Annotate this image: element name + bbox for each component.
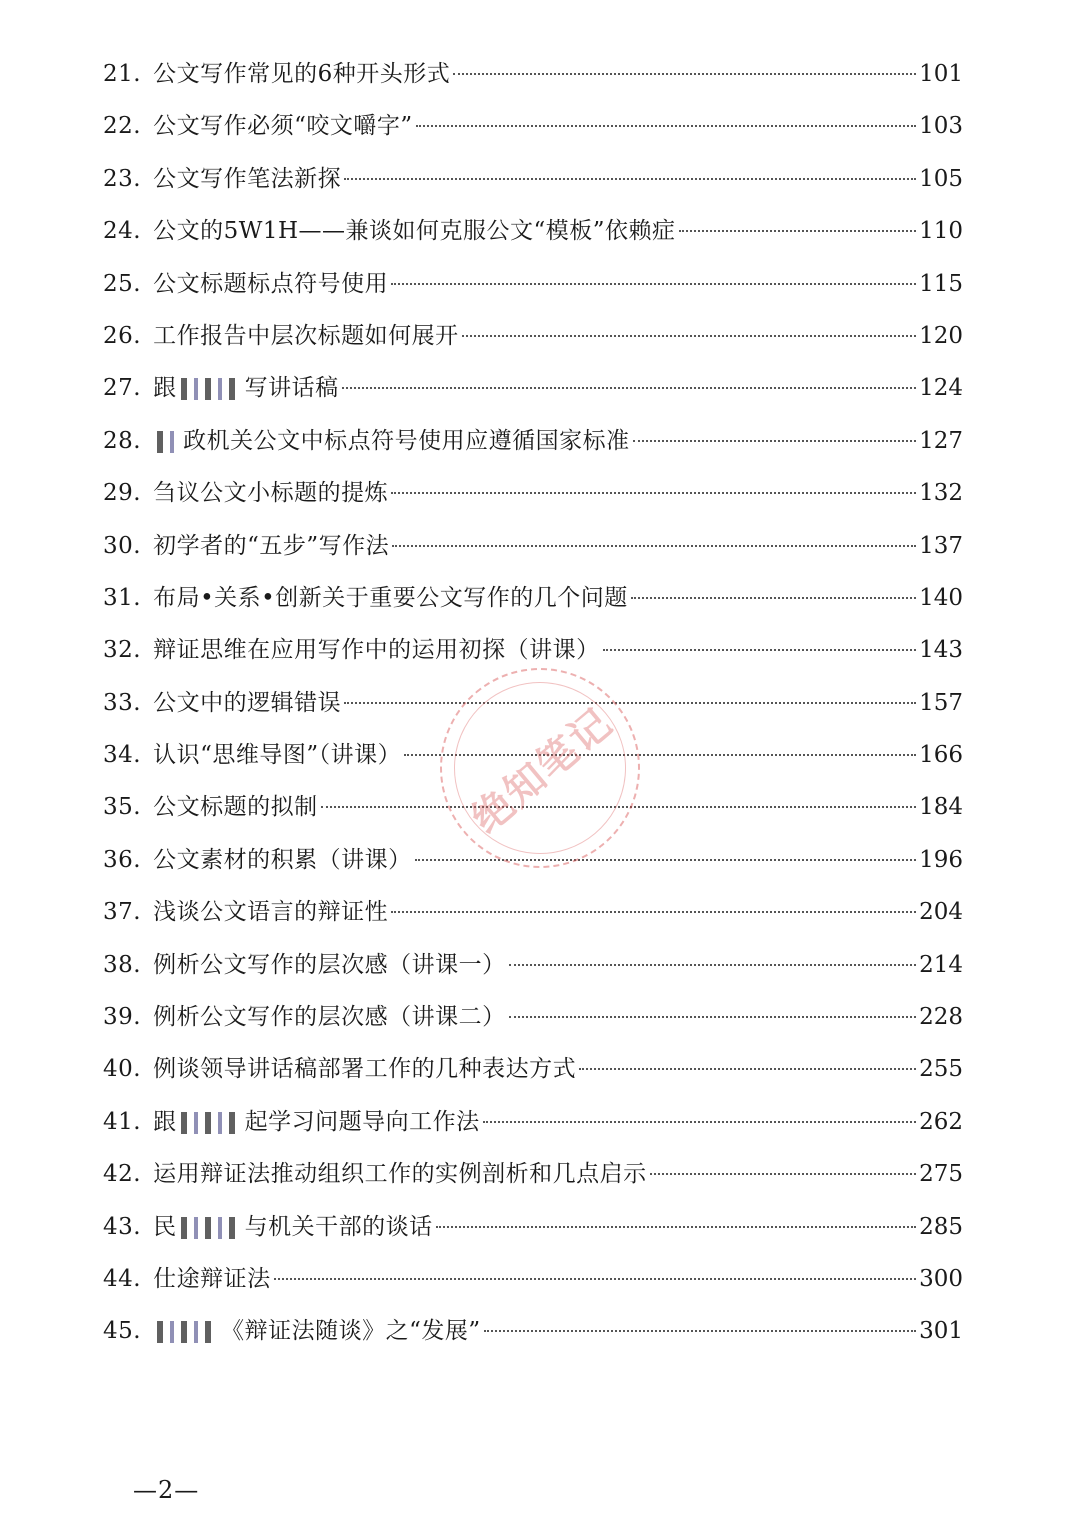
table-of-contents [103,48,963,1358]
toc-entry-page: 132 [919,480,963,507]
toc-entry[interactable] [103,467,963,519]
toc-entry-title [153,939,506,991]
toc-entry-title [153,258,388,310]
toc-entry-page: 184 [919,794,963,821]
dot-leader [509,964,917,966]
toc-entry-title [153,1305,481,1357]
toc-entry-title [153,520,389,572]
toc-entry-number: 25. [103,270,142,297]
toc-entry[interactable] [103,310,963,362]
toc-entry-number: 40. [103,1056,142,1083]
toc-entry[interactable] [103,205,963,257]
toc-entry-number: 37. [103,899,142,926]
toc-entry[interactable] [103,520,963,572]
dot-leader [679,230,917,232]
redaction-mosaic [157,431,179,453]
toc-entry[interactable] [103,1305,963,1357]
toc-entry-title-text: 公文写作笔法新探 [153,165,342,192]
toc-entry-title [153,624,600,676]
toc-entry[interactable] [103,362,963,414]
toc-entry-title [153,677,341,729]
toc-entry-page: 124 [919,375,963,402]
toc-entry-number: 39. [103,1004,142,1031]
dot-leader [436,1226,917,1228]
toc-entry-title [153,310,459,362]
toc-entry-title [153,467,388,519]
page-number: —2— [133,1476,200,1504]
dot-leader [391,911,916,913]
dot-leader [603,649,917,651]
toc-entry-page: 120 [919,322,963,349]
toc-entry-title-text: 公文写作常见的6种开头形式 [153,61,451,87]
toc-entry-title-text: 公文的5W1H——兼谈如何克服公文“模板”依赖症 [153,218,676,245]
dot-leader [391,283,916,285]
toc-entry-title-text: 《辩证法随谈》之“发展” [221,1318,481,1345]
toc-entry[interactable] [103,572,963,624]
toc-entry-title-text: 浅谈公文语言的辩证性 [153,899,389,926]
dot-leader [579,1068,916,1070]
toc-entry-title [153,205,675,257]
toc-entry-page: 127 [919,427,963,454]
toc-entry[interactable] [103,677,963,729]
toc-entry-title-text: 与机关干部的谈话 [244,1213,433,1240]
toc-entry-title [153,1043,576,1095]
dot-leader [344,178,916,180]
toc-entry[interactable] [103,100,963,152]
toc-entry-number: 28. [103,427,142,454]
dot-leader [404,754,916,756]
toc-entry-number: 43. [103,1213,142,1240]
toc-entry-number: 36. [103,846,142,873]
toc-entry-title-text: 公文写作必须“咬文嚼字” [153,113,413,140]
toc-entry-title-text: 写讲话稿 [244,375,339,402]
toc-entry[interactable] [103,415,963,467]
toc-entry-page: 262 [919,1108,963,1135]
toc-entry-number: 44. [103,1265,142,1292]
toc-entry[interactable] [103,1043,963,1095]
dot-leader [274,1278,917,1280]
dot-leader [483,1121,917,1123]
toc-entry-number: 27. [103,375,142,402]
toc-entry-title [153,1148,647,1200]
toc-entry-number: 22. [103,113,142,140]
toc-entry-number: 38. [103,951,142,978]
toc-entry-title-text: 公文中的逻辑错误 [153,689,342,716]
toc-entry-page: 137 [919,532,963,559]
toc-entry-number: 21. [103,61,142,87]
toc-entry[interactable] [103,153,963,205]
redaction-mosaic [181,1217,241,1239]
dot-leader [650,1173,917,1175]
toc-entry-title-text: 公文素材的积累（讲课） [153,846,412,873]
toc-entry[interactable] [103,48,963,100]
toc-entry-number: 24. [103,218,142,245]
toc-entry-number: 33. [103,689,142,716]
redaction-mosaic [181,378,241,400]
toc-entry-title [153,886,388,938]
toc-entry-title-text: 公文标题的拟制 [153,794,318,821]
toc-entry-number: 35. [103,794,142,821]
toc-entry-title-text: 认识“思维导图”（讲课） [153,742,402,769]
toc-entry-number: 34. [103,742,142,769]
dot-leader [415,859,917,861]
toc-entry-title-text: 仕途辩证法 [153,1265,271,1292]
dot-leader [391,492,916,494]
toc-entry-page: 214 [919,951,963,978]
dot-leader [453,73,916,75]
toc-entry-title [153,1201,433,1253]
toc-entry[interactable] [103,1148,963,1200]
toc-entry-page: 196 [919,846,963,873]
toc-entry-title [153,729,401,781]
toc-entry-title [153,834,412,886]
toc-entry[interactable] [103,624,963,676]
dot-leader [633,440,917,442]
toc-entry-title-prefix: 跟 [153,1108,177,1135]
toc-entry-title [153,362,339,414]
toc-entry-title [153,48,450,100]
toc-entry-number: 29. [103,480,142,507]
dot-leader [342,387,917,389]
toc-entry-number: 32. [103,637,142,664]
toc-entry-page: 301 [919,1318,963,1345]
toc-entry-number: 45. [103,1318,142,1345]
toc-entry-title [153,1096,480,1148]
toc-entry-title [153,415,630,467]
toc-entry-title-text: 例析公文写作的层次感（讲课二） [153,1004,506,1031]
toc-entry-page: 285 [919,1213,963,1240]
toc-entry-page: 166 [919,742,963,769]
toc-entry-page: 204 [919,899,963,926]
toc-entry-page: 140 [919,584,963,611]
toc-entry-number: 23. [103,165,142,192]
dot-leader [321,806,917,808]
toc-entry-title-text: 辩证思维在应用写作中的运用初探（讲课） [153,637,600,664]
toc-entry-page: 255 [919,1056,963,1083]
toc-entry-page: 101 [919,61,963,87]
toc-entry-title-text: 例谈领导讲话稿部署工作的几种表达方式 [153,1056,577,1083]
toc-entry-title-prefix: 民 [153,1213,177,1240]
toc-entry-page: 105 [919,165,963,192]
toc-entry-page: 157 [919,689,963,716]
toc-entry-page: 110 [919,218,963,245]
dot-leader [631,597,916,599]
toc-entry[interactable] [103,1096,963,1148]
toc-entry-title [153,991,506,1043]
dot-leader [392,545,916,547]
toc-entry-title-text: 起学习问题导向工作法 [244,1108,480,1135]
toc-entry-title-text: 例析公文写作的层次感（讲课一） [153,951,506,978]
toc-entry-title [153,781,318,833]
toc-entry[interactable] [103,781,963,833]
toc-entry-page: 115 [919,270,963,297]
toc-entry-title-text: 布局•关系•创新关于重要公文写作的几个问题 [153,584,628,611]
toc-entry-title-text: 工作报告中层次标题如何展开 [153,322,459,349]
toc-entry-number: 42. [103,1161,142,1188]
toc-entry-number: 26. [103,322,142,349]
toc-entry-title [153,153,341,205]
toc-entry-title [153,1253,271,1305]
toc-entry[interactable] [103,1201,963,1253]
dot-leader [484,1330,916,1332]
dot-leader [416,125,916,127]
toc-entry[interactable] [103,729,963,781]
toc-entry-page: 300 [919,1265,963,1292]
redaction-mosaic [181,1112,241,1134]
toc-entry-number: 31. [103,584,142,611]
dot-leader [509,1016,917,1018]
toc-entry-title-text: 刍议公文小标题的提炼 [153,480,389,507]
toc-entry-title-text: 运用辩证法推动组织工作的实例剖析和几点启示 [153,1161,647,1188]
toc-entry-title [153,572,628,624]
toc-entry[interactable] [103,991,963,1043]
toc-entry-page: 103 [919,113,963,140]
toc-entry-number: 41. [103,1108,142,1135]
dot-leader [344,702,916,704]
toc-entry[interactable] [103,258,963,310]
toc-entry[interactable] [103,1253,963,1305]
redaction-mosaic [157,1321,217,1343]
toc-entry-title-text: 政机关公文中标点符号使用应遵循国家标准 [183,427,630,454]
toc-entry-title [153,100,413,152]
dot-leader [462,335,917,337]
toc-entry[interactable] [103,834,963,886]
toc-entry-page: 228 [919,1004,963,1031]
toc-entry-page: 143 [919,637,963,664]
watermark-text: 绝知笔记 [463,699,622,843]
toc-entry-number: 30. [103,532,142,559]
toc-entry-title-text: 公文标题标点符号使用 [153,270,389,297]
toc-entry-title-prefix: 跟 [153,375,177,402]
toc-entry-page: 275 [919,1161,963,1188]
toc-entry[interactable] [103,939,963,991]
toc-entry[interactable] [103,886,963,938]
toc-entry-title-text: 初学者的“五步”写作法 [153,532,390,559]
